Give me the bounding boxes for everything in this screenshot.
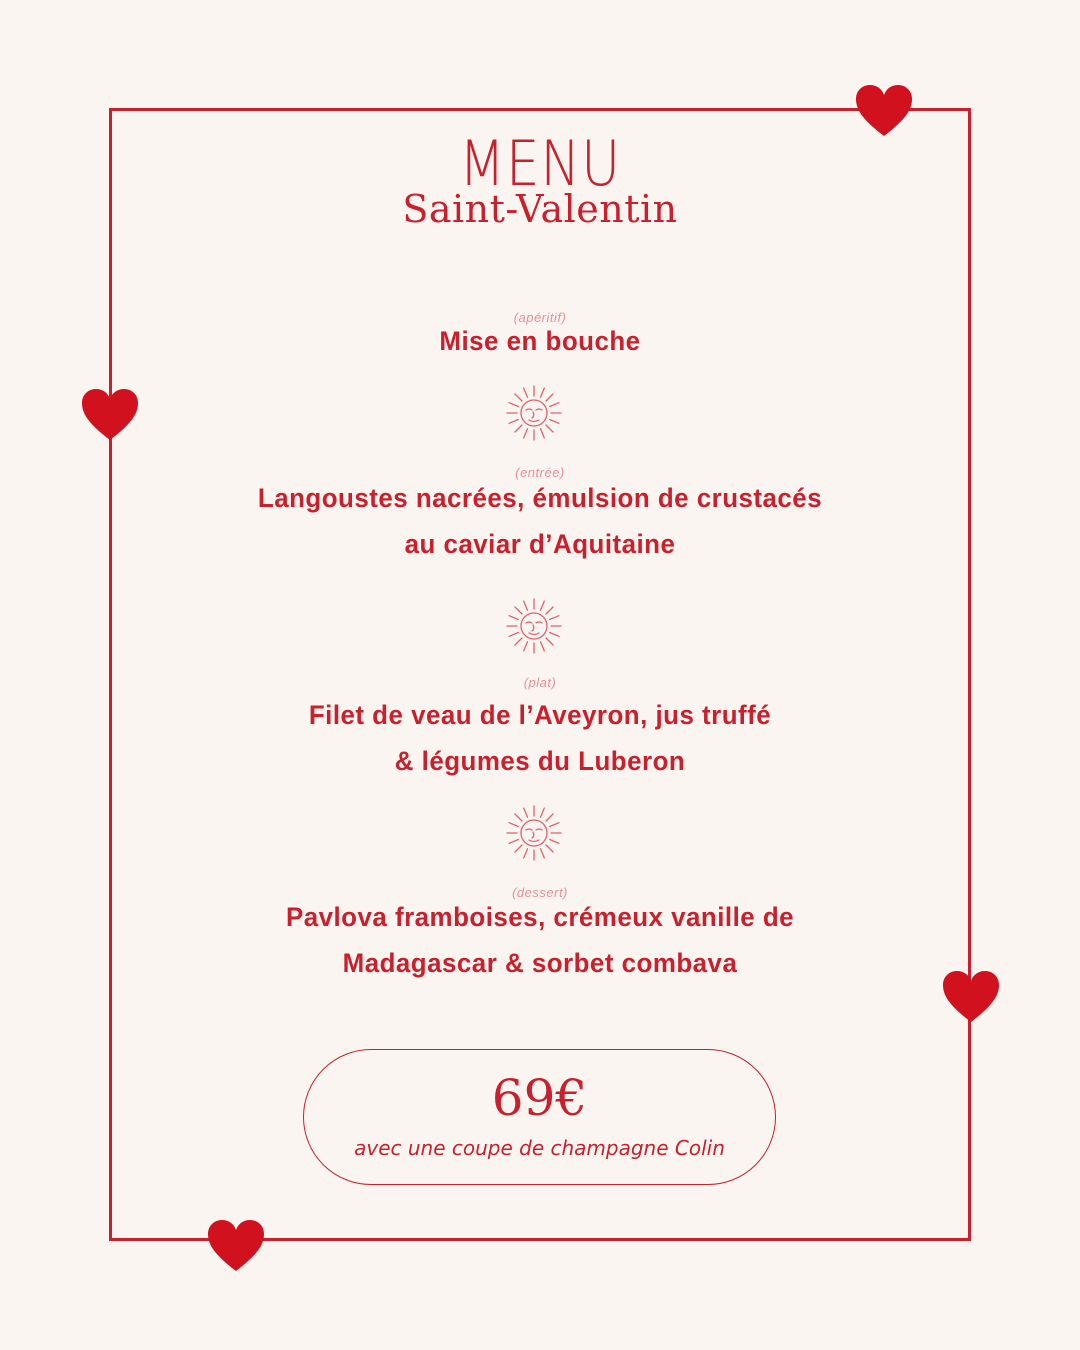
menu-title: MENU [458, 127, 622, 200]
price-value: 69€ [491, 1069, 588, 1127]
course-dish-dessert-line-1: Pavlova framboises, crémeux vanille de [285, 902, 795, 932]
price-note: avec une coupe de champagne Colin [354, 1136, 725, 1160]
sun-face-icon [504, 596, 564, 656]
course-label-dessert: (dessert) [512, 885, 568, 900]
course-dish-plat-line-2: & légumes du Luberon [394, 746, 686, 776]
course-dish-dessert-line-2: Madagascar & sorbet combava [342, 948, 738, 978]
course-label-aperitif: (apéritif) [513, 310, 567, 325]
course-label-plat: (plat) [523, 675, 557, 690]
course-dish-entree-line-2: au caviar d’Aquitaine [404, 529, 676, 559]
course-dish-aperitif-line-1: Mise en bouche [439, 326, 641, 356]
course-dish-plat-line-1: Filet de veau de l’Aveyron, jus truffé [308, 700, 772, 730]
price-box [303, 1049, 776, 1185]
sun-face-icon [504, 383, 564, 443]
course-dish-entree-line-1: Langoustes nacrées, émulsion de crustacés [257, 483, 823, 513]
sun-face-icon [504, 803, 564, 863]
heart-icon [207, 1219, 265, 1273]
heart-icon [81, 388, 139, 442]
course-label-entree: (entrée) [515, 465, 565, 480]
menu-subtitle: Saint-Valentin [402, 187, 678, 231]
